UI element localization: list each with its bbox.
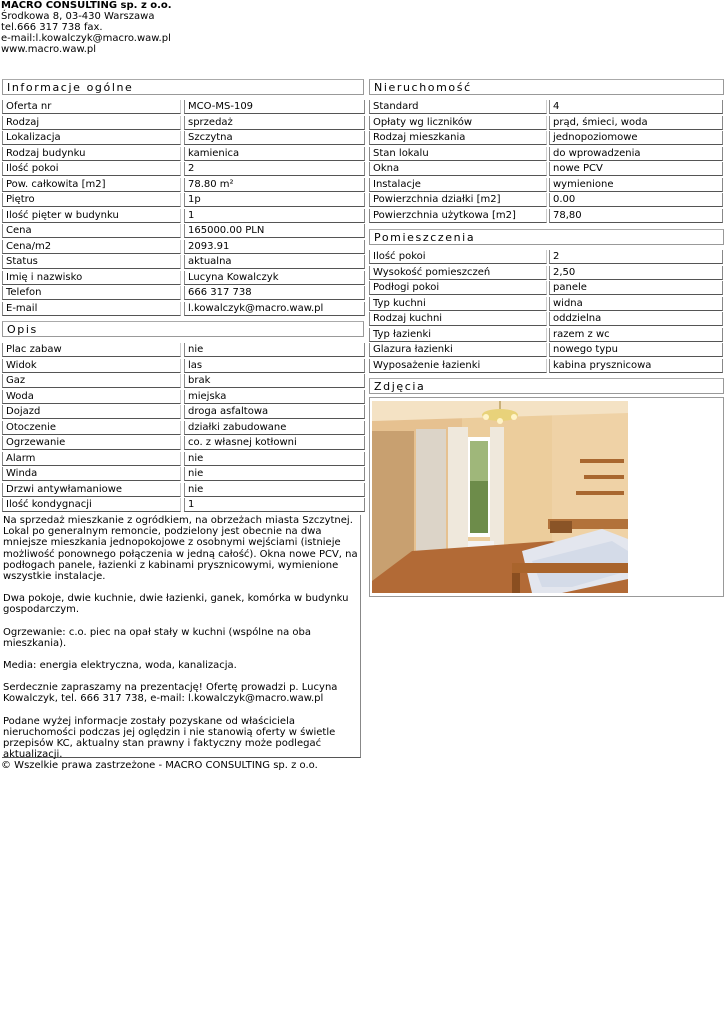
- company-header: [1, 0, 172, 55]
- description-paragraph: Ogrzewanie: c.o. piec na opał stały w kuchni (wspólne na oba mieszkania).: [3, 626, 311, 649]
- rooms-label: Glazura łazienki: [369, 343, 547, 357]
- general-info-label: Ilość pokoi: [2, 162, 181, 176]
- description-row: [2, 498, 364, 514]
- general-info-row: [2, 224, 364, 240]
- general-info-row: [2, 116, 364, 132]
- general-info-label: Piętro: [2, 193, 181, 207]
- general-info-row: [2, 131, 364, 147]
- property-value: 0.00: [549, 193, 723, 207]
- company-name: MACRO CONSULTING sp. z o.o.: [1, 0, 172, 11]
- general-info-label: Lokalizacja: [2, 131, 181, 145]
- general-info-row: [2, 255, 364, 271]
- general-info-value: sprzedaż: [184, 116, 365, 130]
- section-title-rooms: Pomieszczenia: [369, 229, 724, 245]
- description-paragraph: Dwa pokoje, dwie kuchnie, dwie łazienki, ganek, komórka w budynku gospodarczym.: [3, 593, 349, 616]
- description-table: [2, 343, 364, 514]
- property-row: [369, 131, 724, 147]
- property-value: do wprowadzenia: [549, 147, 723, 161]
- description-row: [2, 374, 364, 390]
- description-label: Drzwi antywłamaniowe: [2, 483, 181, 497]
- description-value: miejska: [184, 390, 365, 404]
- description-label: Winda: [2, 467, 181, 481]
- general-info-table: [2, 100, 364, 317]
- description-text: [2, 515, 361, 761]
- general-info-label: Cena: [2, 224, 181, 238]
- general-info-label: Oferta nr: [2, 100, 181, 114]
- rooms-value: kabina prysznicowa: [549, 359, 723, 373]
- description-label: Alarm: [2, 452, 181, 466]
- property-label: Okna: [369, 162, 547, 176]
- footer-copyright: © Wszelkie prawa zastrzeżone - MACRO CONSULTING sp. z o.o.: [1, 760, 318, 771]
- property-row: [369, 100, 724, 116]
- description-value: las: [184, 359, 365, 373]
- description-value: droga asfaltowa: [184, 405, 365, 419]
- general-info-label: Rodzaj: [2, 116, 181, 130]
- property-row: [369, 209, 724, 225]
- description-row: [2, 343, 364, 359]
- property-value: 4: [549, 100, 723, 114]
- rooms-value: widna: [549, 297, 723, 311]
- property-label: Powierzchnia użytkowa [m2]: [369, 209, 547, 223]
- description-paragraph: Media: energia elektryczna, woda, kanalizacja.: [3, 660, 237, 672]
- rooms-label: Podłogi pokoi: [369, 281, 547, 295]
- rooms-value: nowego typu: [549, 343, 723, 357]
- section-title-property: Nieruchomość: [369, 79, 724, 95]
- rooms-label: Rodzaj kuchni: [369, 312, 547, 326]
- property-label: Standard: [369, 100, 547, 114]
- rooms-row: [369, 281, 724, 297]
- general-info-label: Imię i nazwisko: [2, 271, 181, 285]
- description-label: Gaz: [2, 374, 181, 388]
- general-info-label: Rodzaj budynku: [2, 147, 181, 161]
- general-info-value: 165000.00 PLN: [184, 224, 365, 238]
- general-info-row: [2, 271, 364, 287]
- rooms-value: panele: [549, 281, 723, 295]
- description-label: Otoczenie: [2, 421, 181, 435]
- description-label: Woda: [2, 390, 181, 404]
- general-info-row: [2, 193, 364, 209]
- description-value: nie: [184, 467, 365, 481]
- rooms-row: [369, 328, 724, 344]
- description-value: nie: [184, 343, 365, 357]
- description-value: działki zabudowane: [184, 421, 365, 435]
- general-info-label: Status: [2, 255, 181, 269]
- property-value: 78,80: [549, 209, 723, 223]
- description-label: Ilość kondygnacji: [2, 498, 181, 512]
- general-info-value: 2: [184, 162, 365, 176]
- rooms-table: [369, 250, 724, 374]
- company-phone: tel.666 317 738 fax.: [1, 22, 103, 33]
- rooms-label: Typ kuchni: [369, 297, 547, 311]
- property-row: [369, 162, 724, 178]
- general-info-value: Szczytna: [184, 131, 365, 145]
- general-info-value: 1p: [184, 193, 365, 207]
- general-info-row: [2, 178, 364, 194]
- property-label: Rodzaj mieszkania: [369, 131, 547, 145]
- property-value: wymienione: [549, 178, 723, 192]
- general-info-value: MCO-MS-109: [184, 100, 365, 114]
- general-info-row: [2, 302, 364, 318]
- rooms-row: [369, 343, 724, 359]
- rooms-row: [369, 359, 724, 375]
- description-row: [2, 405, 364, 421]
- rooms-label: Wysokość pomieszczeń: [369, 266, 547, 280]
- rooms-row: [369, 312, 724, 328]
- property-label: Stan lokalu: [369, 147, 547, 161]
- description-value: co. z własnej kotłowni: [184, 436, 365, 450]
- section-title-general: Informacje ogólne: [2, 79, 364, 95]
- property-label: Powierzchnia działki [m2]: [369, 193, 547, 207]
- section-title-photos: Zdjęcia: [369, 378, 724, 394]
- rooms-label: Wyposażenie łazienki: [369, 359, 547, 373]
- description-value: nie: [184, 483, 365, 497]
- general-info-value: 2093.91: [184, 240, 365, 254]
- description-label: Ogrzewanie: [2, 436, 181, 450]
- description-row: [2, 421, 364, 437]
- property-label: Instalacje: [369, 178, 547, 192]
- general-info-value: l.kowalczyk@macro.waw.pl: [184, 302, 365, 316]
- description-value: nie: [184, 452, 365, 466]
- section-title-description: Opis: [2, 321, 364, 337]
- rooms-label: Typ łazienki: [369, 328, 547, 342]
- general-info-row: [2, 147, 364, 163]
- general-info-label: E-mail: [2, 302, 181, 316]
- general-info-value: 1: [184, 209, 365, 223]
- general-info-value: 666 317 738: [184, 286, 365, 300]
- description-value: 1: [184, 498, 365, 512]
- company-address: Środkowa 8, 03-430 Warszawa: [1, 11, 155, 22]
- rooms-value: oddzielna: [549, 312, 723, 326]
- property-value: jednopoziomowe: [549, 131, 723, 145]
- rooms-row: [369, 250, 724, 266]
- general-info-value: kamienica: [184, 147, 365, 161]
- bedroom-photo[interactable]: [372, 401, 628, 593]
- general-info-label: Ilość pięter w budynku: [2, 209, 181, 223]
- general-info-row: [2, 100, 364, 116]
- general-info-row: [2, 240, 364, 256]
- property-row: [369, 116, 724, 132]
- property-table: [369, 100, 724, 224]
- general-info-label: Cena/m2: [2, 240, 181, 254]
- description-row: [2, 483, 364, 499]
- property-value: prąd, śmieci, woda: [549, 116, 723, 130]
- description-row: [2, 467, 364, 483]
- description-paragraph: Na sprzedaż mieszkanie z ogródkiem, na obrzeżach miasta Szczytnej. Lokal po generalnym remoncie, podzielony jest obecnie na dwa mniejsze mieszkania jednopokojowe z osobnymi wejściami (istnieje możliwość ponownego połączenia w jedną całość). Okna nowe PCV, na podłogach panele, łazienki z kabinami prysznicowymi, wymienione wszystkie instalacje.: [3, 515, 358, 583]
- property-row: [369, 178, 724, 194]
- description-value: brak: [184, 374, 365, 388]
- rooms-row: [369, 297, 724, 313]
- description-row: [2, 436, 364, 452]
- property-row: [369, 193, 724, 209]
- rooms-value: razem z wc: [549, 328, 723, 342]
- rooms-row: [369, 266, 724, 282]
- description-label: Dojazd: [2, 405, 181, 419]
- description-row: [2, 390, 364, 406]
- company-website[interactable]: www.macro.waw.pl: [1, 44, 97, 55]
- property-row: [369, 147, 724, 163]
- general-info-label: Pow. całkowita [m2]: [2, 178, 181, 192]
- description-paragraph: Podane wyżej informacje zostały pozyskane od właściciela nieruchomości podczas jej oględzin i nie stanowią oferty w świetle przepisów KC, aktualny stan prawny i faktyczny może podlegać aktualizacji.: [3, 715, 336, 761]
- description-row: [2, 452, 364, 468]
- general-info-value: 78.80 m²: [184, 178, 365, 192]
- description-paragraph: Serdecznie zapraszamy na prezentację! Ofertę prowadzi p. Lucyna Kowalczyk, tel. 666 317 738, e-mail: l.kowalczyk@macro.waw.pl: [3, 682, 338, 705]
- property-value: nowe PCV: [549, 162, 723, 176]
- general-info-value: aktualna: [184, 255, 365, 269]
- rooms-label: Ilość pokoi: [369, 250, 547, 264]
- general-info-label: Telefon: [2, 286, 181, 300]
- rooms-value: 2,50: [549, 266, 723, 280]
- property-label: Opłaty wg liczników: [369, 116, 547, 130]
- general-info-value: Lucyna Kowalczyk: [184, 271, 365, 285]
- company-email[interactable]: e-mail:l.kowalczyk@macro.waw.pl: [1, 33, 171, 44]
- rooms-value: 2: [549, 250, 723, 264]
- description-label: Widok: [2, 359, 181, 373]
- general-info-row: [2, 162, 364, 178]
- general-info-row: [2, 209, 364, 225]
- general-info-row: [2, 286, 364, 302]
- description-label: Plac zabaw: [2, 343, 181, 357]
- description-row: [2, 359, 364, 375]
